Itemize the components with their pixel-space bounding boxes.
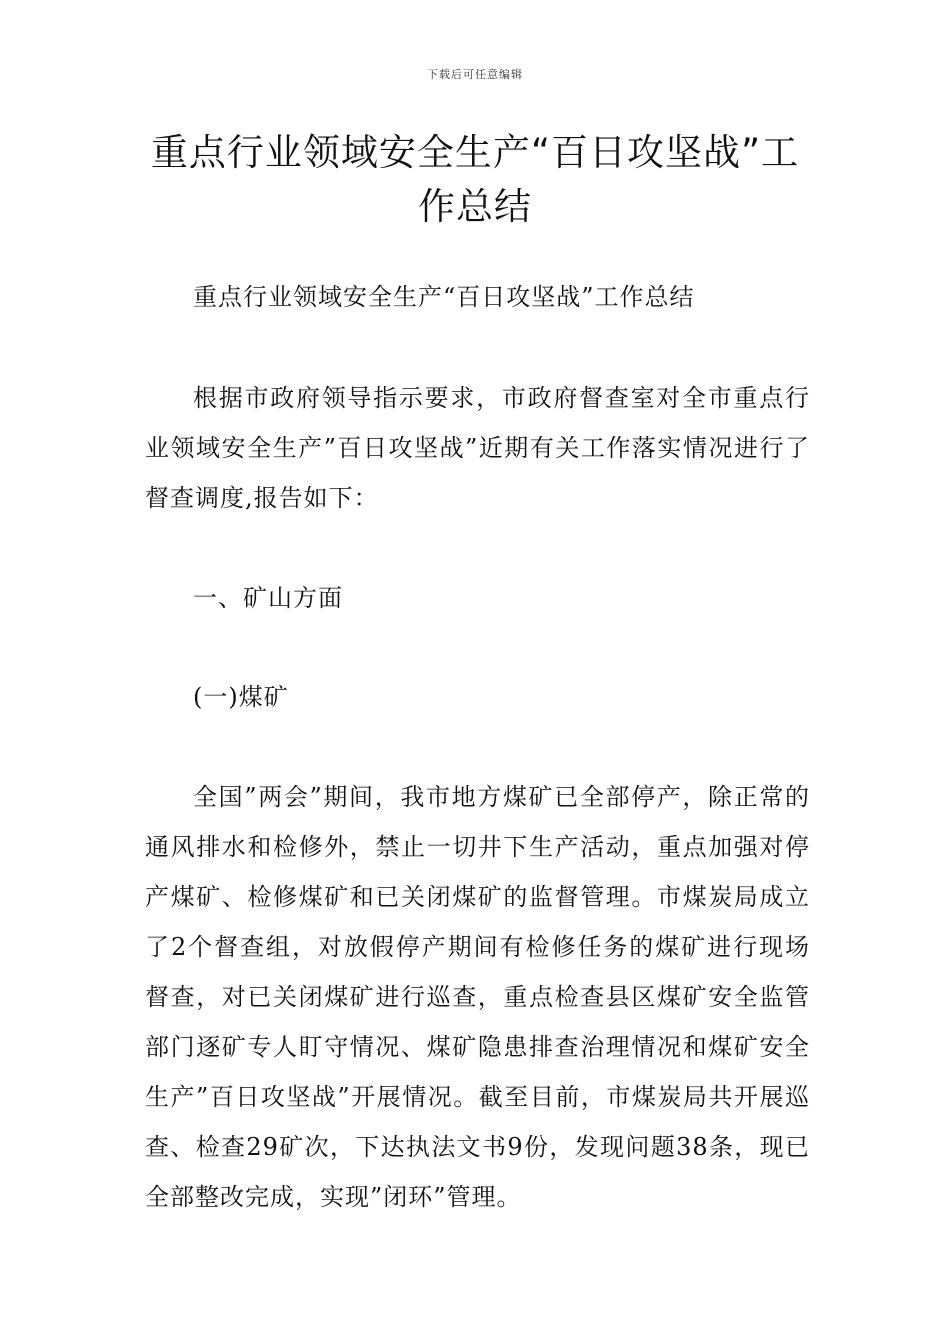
- header-note: 下载后可任意编辑: [427, 68, 523, 81]
- paragraph-intro: 根据市政府领导指示要求，市政府督查室对全市重点行业领域安全生产”百日攻坚战”近期有关工作落实情况进行了督查调度,报告如下：: [145, 384, 810, 512]
- section-heading-mining: 一、矿山方面: [193, 584, 343, 612]
- subsection-heading-coal: (一)煤矿: [193, 683, 289, 711]
- paragraph-subtitle: 重点行业领域安全生产“百日攻坚战”工作总结: [193, 283, 695, 311]
- paragraph-coal-details: 全国”两会”期间，我市地方煤矿已全部停产，除正常的通风排水和检修外，禁止一切井下生产活动，重点加强对停产煤矿、检修煤矿和已关闭煤矿的监督管理。市煤炭局成立了2个督查组，对放假停产期间有检修任务的煤矿进行现场督查，对已关闭煤矿进行巡查，重点检查县区煤矿安全监管部门逐矿专人盯守情况、煤矿隐患排查治理情况和煤矿安全生产”百日攻坚战”开展情况。截至目前，市煤炭局共开展巡查、检查29矿次，下达执法文书9份，发现问题38条，现已全部整改完成，实现”闭环”管理。: [145, 783, 810, 1211]
- document-title: 重点行业领域安全生产“百日攻坚战”工作总结: [150, 131, 800, 228]
